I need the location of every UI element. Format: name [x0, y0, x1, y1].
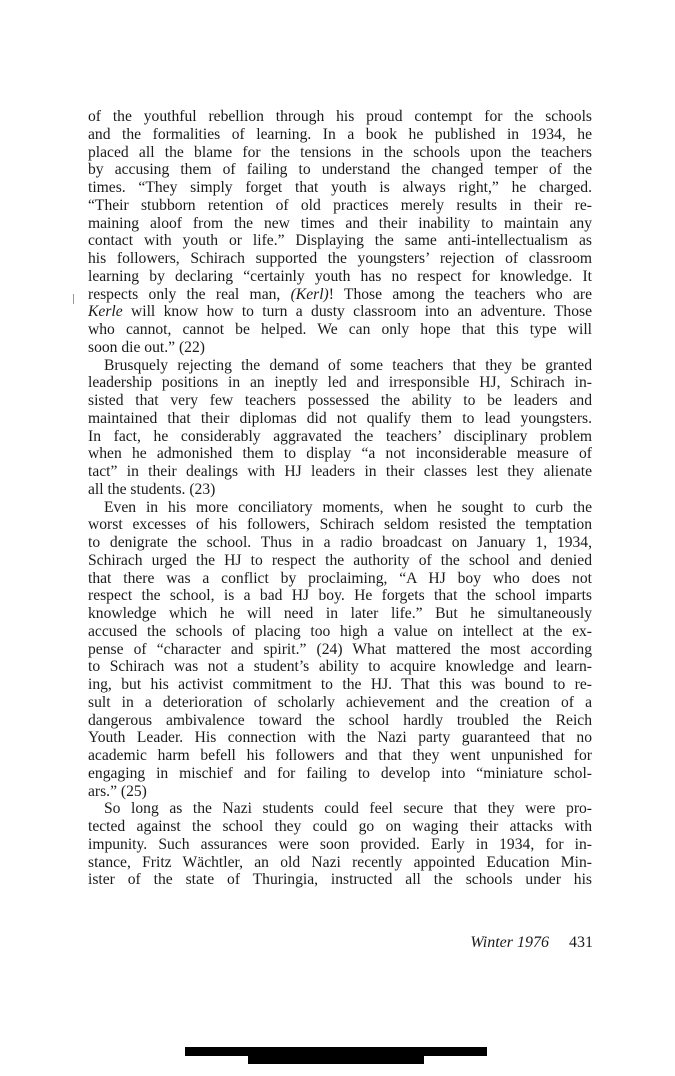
page-number: 431 — [569, 934, 593, 951]
text-line: tected against the school they could go on waging their attacks with — [88, 818, 592, 835]
text-line: of the youthful rebellion through his proud contempt for the schools — [88, 108, 592, 125]
text-line: Even in his more conciliatory moments, when he sought to curb the — [104, 498, 592, 516]
italic-term: (Kerl) — [290, 285, 329, 303]
text-line: leadership positions in an ineptly led and irresponsible HJ, Schirach in- — [88, 374, 592, 392]
text-line: Youth Leader. His connection with the Nazi party guaranteed that no — [88, 729, 592, 747]
issue-date: Winter 1976 — [470, 934, 549, 951]
text-line: In fact, he considerably aggravated the teachers’ disciplinary problem — [88, 427, 592, 445]
text-line: maintained that their diplomas did not qualify them to lead youngsters. — [88, 409, 592, 427]
text-line: Brusquely rejecting the demand of some teachers that they be granted — [104, 356, 592, 374]
text-line: sult in a deterioration of scholarly achievement and the creation of a — [88, 693, 592, 711]
text-line: pense of “character and spirit.” (24) What mattered the most according — [88, 640, 592, 658]
text-line: dangerous ambivalence toward the school hardly troubled the Reich — [88, 711, 592, 729]
text-line: that there was a conflict by proclaiming, “A HJ boy who does not — [88, 569, 592, 587]
text-line: placed all the blame for the tensions in the schools upon the teachers — [88, 143, 592, 161]
text-line: and the formalities of learning. In a book he published in 1934, he — [88, 125, 592, 143]
text-line: academic harm befell his followers and that they went unpunished for — [88, 747, 592, 764]
text-line: respect the school, is a bad HJ boy. He forgets that the school imparts — [88, 587, 592, 605]
scan-edge-bar-lower — [248, 1056, 424, 1064]
margin-mark — [73, 294, 74, 304]
text-line: Kerle will know how to turn a dusty classroom into an adventure. Those — [88, 303, 592, 321]
text-line: when he admonished them to display “a not inconsiderable measure of — [88, 445, 592, 463]
text-line: to denigrate the school. Thus in a radio broadcast on January 1, 1934, — [88, 534, 592, 551]
text-line: knowledge which he will need in later life.” But he simultaneously — [88, 605, 592, 622]
text-line: by accusing them of failing to understand the changed temper of the — [88, 161, 592, 179]
text-line: “Their stubborn retention of old practices merely results in their re- — [88, 196, 592, 214]
text-line: stance, Fritz Wächtler, an old Nazi recently appointed Education Min- — [88, 853, 592, 871]
text-line: who cannot, cannot be helped. We can only hope that this type will — [88, 321, 592, 338]
text-line: ars.” (25) — [88, 782, 147, 800]
text-line: sisted that very few teachers possessed the ability to be leaders and — [88, 392, 592, 409]
text-line: engaging in mischief and for failing to develop into “miniature schol- — [88, 764, 592, 782]
text-line: all the students. (23) — [88, 480, 216, 498]
text-line: learning by declaring “certainly youth has no respect for knowledge. It — [88, 267, 592, 285]
text-line: to Schirach was not a student’s ability to acquire knowledge and learn- — [88, 658, 592, 676]
text-line: maining aloof from the new times and their inability to maintain any — [88, 214, 592, 232]
page-footer — [470, 933, 593, 953]
text-line: So long as the Nazi students could feel secure that they were pro- — [104, 800, 592, 818]
italic-term: Kerle — [88, 303, 123, 321]
text-line: impunity. Such assurances were soon provided. Early in 1934, for in- — [88, 835, 592, 853]
article-body — [88, 108, 592, 889]
text-line: tact” in their dealings with HJ leaders in their classes lest they alienate — [88, 463, 592, 480]
text-line: Schirach urged the HJ to respect the authority of the school and denied — [88, 551, 592, 569]
text-line: ing, but his activist commitment to the HJ. That this was bound to re- — [88, 676, 592, 693]
text-line: soon die out.” (22) — [88, 338, 205, 356]
text-line: ister of the state of Thuringia, instructed all the schools under his — [88, 871, 592, 889]
text-line: times. “They simply forget that youth is always right,” he charged. — [88, 179, 592, 196]
scan-edge-bar — [185, 1047, 487, 1056]
text-line: accused the schools of placing too high a value on intellect at the ex- — [88, 622, 592, 640]
text-line: his followers, Schirach supported the youngsters’ rejection of classroom — [88, 250, 592, 267]
text-line: contact with youth or life.” Displaying the same anti-intellectualism as — [88, 232, 592, 250]
text-line: worst excesses of his followers, Schirach seldom resisted the temptation — [88, 516, 592, 534]
text-line: respects only the real man, (Kerl)! Those among the teachers who are — [88, 285, 592, 303]
